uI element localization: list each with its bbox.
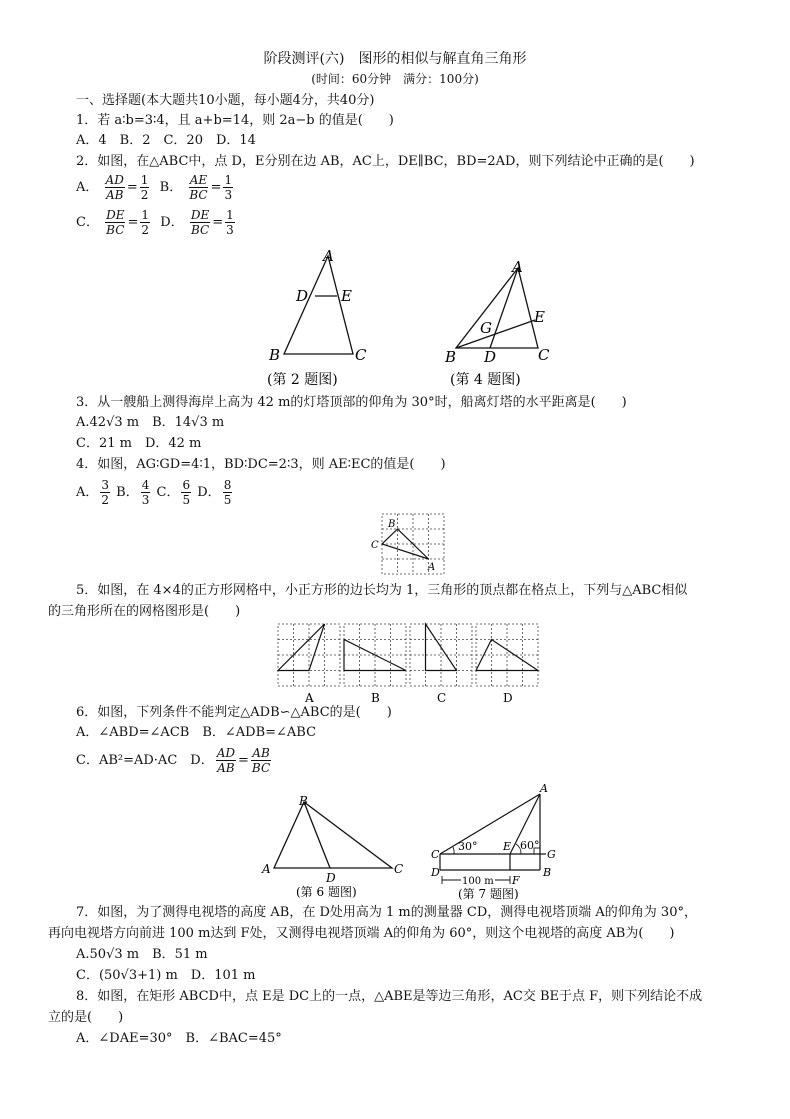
q8-options-ab: A．∠DAE=30° B．∠BAC=45° [76,1031,282,1046]
q4-option-c-fraction: $\frac{6}{5}$ [182,478,191,507]
fig7-caption: (第 7 题图) [458,887,519,901]
fig4-label-g: G [480,319,492,337]
figure-q5-reference-grid [368,512,450,582]
q1-stem: 1．若 a∶b=3∶4，且 a+b=14，则 2a−b 的值是( ) [76,113,394,128]
q5-label-b: B [388,519,396,530]
fig6-caption: (第 6 题图) [296,885,357,899]
q2-option-c-right-fraction: $\frac{1}{2}$ [141,208,150,237]
q5-grid-label-a: A [305,691,314,705]
fig2-label-b: B [269,346,281,364]
figure-q7 [428,780,578,906]
q6-options-ab: A．∠ABD=∠ACB B．∠ADB=∠ABC [76,725,317,740]
fig4-label-e: E [534,308,545,326]
fig7-angle-30: 30° [458,840,478,853]
q2-option-d-label: D． [160,215,184,230]
q4-option-b-fraction: $\frac{4}{3}$ [141,478,150,507]
q1-options: A．4 B．2 C．20 D．14 [76,133,256,148]
fig7-label-g: G [547,848,556,861]
q2-options-ab: A． $\frac{AD}{AB}$ = $\frac{1}{2}$ B． $\frac{AE}{BC}$ = $\frac{1}{3}$ [76,173,233,202]
fig7-distance: 100 m [462,876,494,887]
q2-option-d-left-fraction: $\frac{DE}{BC}$ [190,208,210,237]
page-subtitle: (时间：60分钟 满分：100分) [311,72,479,86]
q7-line2: 再向电视塔方向前进 100 m达到 F处，又测得电视塔顶端 A的仰角为 60°，则这个电视塔的高度 AB为( ) [48,926,675,941]
q2-options-cd: C． $\frac{DE}{BC}$ = $\frac{1}{2}$ D． $\frac{DE}{BC}$ = $\frac{1}{3}$ [76,208,234,237]
q7-options-cd: C．(50√3+1) m D．101 m [76,968,256,983]
fig4-label-c: C [538,346,550,364]
q8-line1: 8．如图，在矩形 ABCD中，点 E是 DC上的一点，△ABE是等边三角形，AC交 BE于点 F，则下列结论不成 [76,989,703,1004]
q3-options-ab: A.42√3 m B．14√3 m [76,415,225,430]
q2-option-c-left-fraction: $\frac{DE}{BC}$ [106,208,125,237]
q8-line2: 立的是( ) [48,1010,124,1025]
q5-grid-label-c: C [437,691,447,705]
q5-line1: 5．如图，在 4×4的正方形网格中，小正方形的边长均为 1，三角形的顶点都在格点上，下列与△ABC相似 [76,583,688,598]
fig7-label-e: E [503,840,512,853]
section-heading: 一、选择题(本大题共10小题，每小题4分，共40分) [76,93,375,108]
fig2-label-e: E [341,287,352,305]
q5-grid-a [278,624,340,686]
figure-q2 [255,246,385,395]
figure-q4 [440,258,565,394]
q2-stem: 2．如图，在△ABC中，点 D，E分别在边 AB，AC上，DE∥BC，BD=2AD，则下列结论中正确的是( ) [76,154,695,169]
figure-q5-options [272,622,542,710]
q5-grid-b [344,624,406,686]
fig4-label-d: D [484,348,497,366]
q6-option-c: C．AB²=AD·AC D． [76,753,214,768]
fig4-label-b: B [445,348,457,366]
q2-option-d-right-fraction: $\frac{1}{3}$ [226,208,234,237]
fig7-label-b: B [543,866,552,879]
fig6-label-b: B [299,794,308,808]
q4-option-d-fraction: $\frac{8}{5}$ [223,478,232,507]
q2-option-a-left-fraction: $\frac{AD}{AB}$ [105,173,124,202]
fig2-label-c: C [355,346,367,364]
fig7-label-a: A [540,782,548,795]
q5-grid-d [476,624,538,686]
q2-option-a-label: A． [76,180,99,195]
q6-options-cd: C．AB²=AD·AC D． $\frac{AD}{AB}$ = $\frac{AB}{BC}$ [76,746,271,775]
q3-options-cd: C．21 m D．42 m [76,436,202,451]
q5-grid-label-b: B [371,691,380,705]
fig4-caption: (第 4 题图) [450,372,521,388]
q7-options-ab: A.50√3 m B．51 m [76,947,208,962]
q4-options: A． $\frac{3}{2}$ B． $\frac{4}{3}$ C． $\frac{6}{5}$ D． $\frac{8}{5}$ [76,478,232,507]
fig2-label-d: D [296,287,309,305]
fig7-label-c: C [431,848,440,861]
fig2-caption: (第 2 题图) [267,372,338,388]
q2-option-b-right-fraction: $\frac{1}{3}$ [224,173,233,202]
page-title: 阶段测评(六) 图形的相似与解直角三角形 [263,51,527,67]
q4-option-a-fraction: $\frac{3}{2}$ [101,478,110,507]
q5-grid-c [410,624,472,686]
q6-option-d-right-fraction: $\frac{AB}{BC}$ [251,746,271,775]
fig7-label-d: D [431,866,440,879]
q2-option-b-left-fraction: $\frac{AE}{BC}$ [189,173,208,202]
q6-stem: 6．如图，下列条件不能判定△ADB∽△ABC的是( ) [76,705,392,720]
fig6-label-a: A [262,862,271,876]
q6-option-d-left-fraction: $\frac{AD}{AB}$ [216,746,235,775]
fig6-label-c: C [394,862,404,876]
fig6-label-d: D [326,871,336,885]
q7-line1: 7．如图，为了测得电视塔的高度 AB，在 D处用高为 1 m的测量器 CD，测得电视塔顶端 A的仰角为 30°， [76,905,697,920]
q5-label-c: C [371,540,379,551]
q5-grid-label-d: D [503,691,513,705]
q2-option-b-label: B． [159,180,183,195]
fig4-label-a: A [512,258,523,276]
q4-stem: 4．如图，AG∶GD=4∶1，BD∶DC=2∶3，则 AE∶EC的值是( ) [76,457,446,472]
fig2-label-a: A [323,247,334,265]
fig7-angle-60: 60° [520,839,540,852]
figure-q6 [260,792,410,906]
fig7-label-f: F [512,874,520,887]
q5-label-a: A [428,562,436,573]
q5-line2: 的三角形所在的网格图形是( ) [48,604,241,619]
q2-option-c-label: C． [76,215,99,230]
q2-option-a-right-fraction: $\frac{1}{2}$ [140,173,149,202]
q3-stem: 3．从一艘船上测得海岸上高为 42 m的灯塔顶部的仰角为 30°时，船离灯塔的水平距离是( ) [76,395,627,410]
